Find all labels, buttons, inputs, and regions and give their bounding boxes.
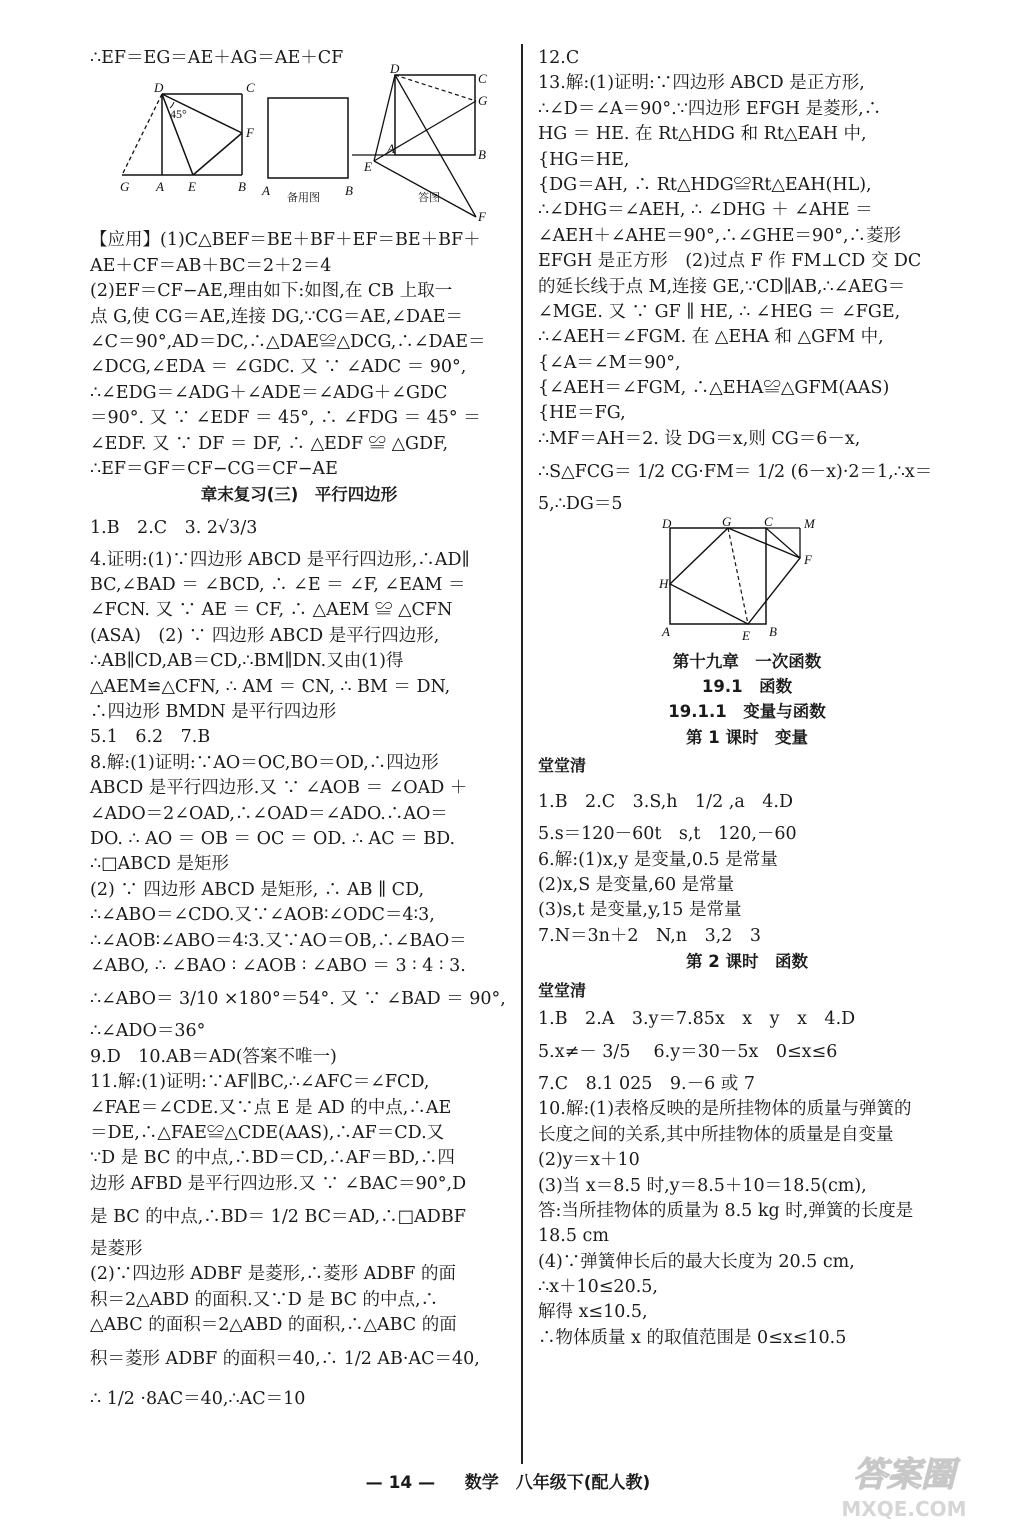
svg-text:F: F xyxy=(478,209,486,225)
text-line: ∴AB∥CD,AB＝CD,∴BM∥DN.又由(1)得 xyxy=(90,651,404,672)
svg-text:A: A xyxy=(156,179,164,195)
text-line: ABCD 是平行四边形.又 ∵ ∠AOB ＝ ∠OAD ＋ xyxy=(90,778,468,799)
text-line: 5.1 6.2 7.B xyxy=(90,727,211,748)
section-heading: 19.1 函数 xyxy=(701,677,793,697)
text-line: DO. ∴ AO ＝ OB ＝ OC ＝ OD. ∴ AC ＝ BD. xyxy=(90,828,456,849)
svg-text:D: D xyxy=(154,80,164,96)
text-line: {DG＝AH, ∴ Rt△HDG≌Rt△EAH(HL), xyxy=(538,174,872,195)
svg-text:答图: 答图 xyxy=(418,191,440,205)
text-line: ∴∠ADO＝36° xyxy=(90,1021,206,1042)
svg-text:G: G xyxy=(120,179,130,195)
svg-text:C: C xyxy=(764,513,773,529)
text-line: 边形 AFBD 是平行四边形.又 ∵ ∠BAC＝90°,D xyxy=(90,1173,467,1194)
text-line: (3)s,t 是变量,y,15 是常量 xyxy=(538,900,742,921)
text-line: 18.5 cm xyxy=(538,1226,609,1247)
text-line: ∴∠AEH＝∠FGM. 在 △EHA 和 △GFM 中, xyxy=(538,327,884,348)
text-line: ∠AEH＋∠AHE＝90°,∴∠GHE＝90°,∴菱形 xyxy=(538,225,902,246)
svg-text:G: G xyxy=(478,93,488,109)
text-line: AE＋CF＝AB＋BC＝2＋2＝4 xyxy=(90,255,332,276)
svg-text:F: F xyxy=(804,551,812,567)
lesson-heading: 第 2 课时 函数 xyxy=(686,952,808,972)
svg-text:M: M xyxy=(804,515,815,531)
column-divider xyxy=(521,44,523,1464)
text-line: ∴物体质量 x 的取值范围是 0≤x≤10.5 xyxy=(538,1327,847,1348)
text-line: (2)∵四边形 ADBF 是菱形,∴菱形 ADBF 的面 xyxy=(90,1264,456,1285)
text-line: △AEM≌△CFN, ∴ AM ＝ CN, ∴ BM ＝ DN, xyxy=(90,676,451,697)
page-number: — 14 — xyxy=(365,1473,436,1493)
text-line: 10.解:(1)表格反映的是所挂物体的质量与弹簧的 xyxy=(538,1099,912,1120)
svg-text:E: E xyxy=(364,159,372,175)
svg-text:G: G xyxy=(722,513,732,529)
svg-text:备用图: 备用图 xyxy=(287,191,320,205)
text-line: 12.C xyxy=(538,48,580,68)
square-figure-main xyxy=(120,80,255,194)
subsection-heading: 19.1.1 变量与函数 xyxy=(668,702,826,722)
text-line: (2)x,S 是变量,60 是常量 xyxy=(538,874,735,895)
text-line: {∠A＝∠M＝90°, xyxy=(538,352,681,373)
text-line: ∵D 是 BC 的中点,∴BD＝CD,∴AF＝BD,∴四 xyxy=(90,1148,455,1169)
svg-text:B: B xyxy=(345,183,353,199)
text-line: ＝90°. 又 ∵ ∠EDF ＝ 45°, ∴ ∠FDG ＝ 45° ＝ xyxy=(90,408,481,429)
svg-text:E: E xyxy=(742,627,750,643)
text-line: ∠C＝90°,AD＝DC,∴△DAE≌△DCG,∴∠DAE＝ xyxy=(90,331,486,352)
text-line: ∴S△FCG＝ 1/2 CG·FM＝ 1/2 (6－x)·2＝1,∴x＝ xyxy=(538,462,933,483)
svg-text:H: H xyxy=(659,575,669,591)
geometry-figure-2 xyxy=(538,513,956,644)
text-line: ∴EF＝GF＝CF−CG＝CF−AE xyxy=(90,458,338,479)
text-line: ∠FCN. 又 ∵ AE ＝ CF, ∴ △AEM ≌ △CFN xyxy=(90,600,453,621)
text-line: 4.证明:(1)∵四边形 ABCD 是平行四边形,∴AD∥ xyxy=(90,549,470,570)
svg-text:A: A xyxy=(262,183,270,199)
text-line: (ASA) (2) ∵ 四边形 ABCD 是平行四边形, xyxy=(90,625,440,646)
text-line: 答:当所挂物体的质量为 8.5 kg 时,弹簧的长度是 xyxy=(538,1200,914,1221)
svg-text:E: E xyxy=(188,179,196,195)
text-line: HG ＝ HE. 在 Rt△HDG 和 Rt△EAH 中, xyxy=(538,124,867,145)
section-heading: 章末复习(三) 平行四边形 xyxy=(200,485,398,505)
text-line: ∠DCG,∠EDA ＝ ∠GDC. 又 ∵ ∠ADC ＝ 90°, xyxy=(90,357,467,378)
text-line: 积＝2△ABD 的面积.又∵D 是 BC 的中点,∴ xyxy=(90,1289,439,1310)
svg-text:A: A xyxy=(662,623,670,639)
practice-label: 堂堂清 xyxy=(538,980,587,1000)
text-line: ∠MGE. 又 ∵ GF ∥ HE, ∴ ∠HEG ＝ ∠FGE, xyxy=(538,301,901,322)
text-line: (3)当 x＝8.5 时,y＝8.5＋10＝18.5(cm), xyxy=(538,1175,867,1196)
text-line: 【应用】(1)C△BEF＝BE＋BF＋EF＝BE＋BF＋ xyxy=(90,230,481,251)
left-column xyxy=(90,46,508,1419)
svg-text:A: A xyxy=(387,141,395,157)
text-line: ∴∠ABO＝∠CDO.又∵∠AOB∶∠ODC＝4∶3, xyxy=(90,905,435,926)
text-line: 是菱形 xyxy=(90,1239,143,1260)
text-line: {HG＝HE, xyxy=(538,149,630,170)
text-line: ∴∠ABO＝ 3/10 ×180°＝54°. 又 ∵ ∠BAD ＝ 90°, xyxy=(90,989,506,1010)
chapter-heading: 第十九章 一次函数 xyxy=(672,651,822,671)
text-line: 积＝菱形 ADBF 的面积＝40,∴ 1/2 AB·AC＝40, xyxy=(90,1348,480,1369)
text-line: (4)∵弹簧伸长后的最大长度为 20.5 cm, xyxy=(538,1251,855,1272)
text-line: 长度之间的关系,其中所挂物体的质量是自变量 xyxy=(538,1124,894,1145)
text-line: 13.解:(1)证明:∵四边形 ABCD 是正方形, xyxy=(538,73,865,94)
text-line: 5.x≠－ 3/5 6.y＝30－5x 0≤x≤6 xyxy=(538,1041,838,1062)
text-line: 1.B 2.A 3.y＝7.85x x y x 4.D xyxy=(538,1008,856,1029)
book-title: 数学 八年级下(配人教) xyxy=(464,1473,651,1493)
svg-text:B: B xyxy=(238,179,246,195)
text-line: 7.C 8.1 025 9.－6 或 7 xyxy=(538,1073,755,1094)
text-line: ∴∠D＝∠A＝90°.∵四边形 EFGH 是菱形,∴ xyxy=(538,98,882,119)
text-line: ∴x＋10≤20.5, xyxy=(538,1277,658,1298)
text-line: 解得 x≤10.5, xyxy=(538,1302,648,1323)
text-line: ∴MF＝AH＝2. 设 DG＝x,则 CG＝6－x, xyxy=(538,428,861,449)
text-line: {∠AEH＝∠FGM, ∴△EHA≌△GFM(AAS) xyxy=(538,378,890,399)
square-figure-spare xyxy=(261,98,353,204)
text-line: 的延长线于点 M,连接 GE,∵CD∥AB,∴∠AEG＝ xyxy=(538,276,906,297)
svg-text:D: D xyxy=(662,515,672,531)
text-line: ∠ADO＝2∠OAD,∴∠OAD＝∠ADO.∴AO＝ xyxy=(90,803,448,824)
text-line: {HE＝FG, xyxy=(538,403,626,424)
text-line: 是 BC 的中点,∴BD＝ 1/2 BC＝AD,∴□ADBF xyxy=(90,1207,466,1228)
text-line: ∴四边形 BMDN 是平行四边形 xyxy=(90,702,337,723)
text-line: (2) ∵ 四边形 ABCD 是矩形, ∴ AB ∥ CD, xyxy=(90,879,425,900)
text-line: BC,∠BAD ＝ ∠BCD, ∴ ∠E ＝ ∠F, ∠EAM ＝ xyxy=(90,575,466,596)
svg-text:F: F xyxy=(246,125,254,141)
lesson-heading: 第 1 课时 变量 xyxy=(686,727,808,747)
text-line: 5.s＝120－60t s,t 120,－60 xyxy=(538,824,797,845)
watermark-logo xyxy=(814,1444,994,1524)
text-line: ∠ABO, ∴ ∠BAO ∶ ∠AOB ∶ ∠ABO ＝ 3 ∶ 4 ∶ 3. xyxy=(90,955,466,976)
svg-text:C: C xyxy=(478,71,487,87)
text-line: ∴∠AOB∶∠ABO＝4∶3.又∵AO＝OB,∴∠BAO＝ xyxy=(90,930,467,951)
square-figure-answer xyxy=(352,61,488,224)
text-line: ∴∠EDG＝∠ADG＋∠ADE＝∠ADG＋∠GDC xyxy=(90,382,448,403)
text-line: ∴EF＝EG＝AE＋AG＝AE＋CF xyxy=(90,48,344,68)
text-line: 9.D 10.AB＝AD(答案不唯一) xyxy=(90,1046,337,1067)
text-line: ∠FAE＝∠CDE.又∵点 E 是 AD 的中点,∴AE xyxy=(90,1097,452,1118)
geometry-figure-1 xyxy=(90,61,508,225)
text-line: (2)EF＝CF−AE,理由如下:如图,在 CB 上取一 xyxy=(90,281,453,302)
svg-text:D: D xyxy=(390,61,400,77)
text-line: 6.解:(1)x,y 是变量,0.5 是常量 xyxy=(538,849,778,870)
text-line: (2)y＝x＋10 xyxy=(538,1150,640,1171)
text-line: 7.N＝3n＋2 N,n 3,2 3 xyxy=(538,925,762,946)
text-line: 1.B 2.C 3. 2√3/3 xyxy=(90,517,258,538)
text-line: ∠EDF. 又 ∵ DF ＝ DF, ∴ △EDF ≌ △GDF, xyxy=(90,433,449,454)
text-line: ∴ 1/2 ·8AC＝40,∴AC＝10 xyxy=(90,1388,306,1409)
text-line: 1.B 2.C 3.S,h 1/2 ,a 4.D xyxy=(538,792,793,813)
svg-text:MXQE.COM: MXQE.COM xyxy=(841,1497,967,1521)
text-line: EFGH 是正方形 (2)过点 F 作 FM⊥CD 交 DC xyxy=(538,251,922,272)
svg-text:C: C xyxy=(246,80,255,96)
text-line: ∴□ABCD 是矩形 xyxy=(90,854,229,875)
text-line: △ABC 的面积＝2△ABD 的面积,∴△ABC 的面 xyxy=(90,1315,457,1336)
text-line: 11.解:(1)证明:∵AF∥BC,∴∠AFC＝∠FCD, xyxy=(90,1072,430,1093)
svg-text:45°: 45° xyxy=(170,107,187,122)
text-line: 8.解:(1)证明:∵AO＝OC,BO＝OD,∴四边形 xyxy=(90,752,439,773)
practice-label: 堂堂清 xyxy=(538,756,587,776)
text-line: ＝DE,∴△FAE≌△CDE(AAS),∴AF＝CD.又 xyxy=(90,1122,445,1143)
svg-text:B: B xyxy=(478,147,486,163)
text-line: 5,∴DG＝5 xyxy=(538,494,623,515)
svg-text:B: B xyxy=(769,623,777,639)
svg-text:答案圈: 答案圈 xyxy=(853,1455,955,1495)
right-column xyxy=(538,46,956,1351)
text-line: 点 G,使 CG＝AE,连接 DG,∵CG＝AE,∠DAE＝ xyxy=(90,306,463,327)
text-line: ∴∠DHG＝∠AEH, ∴ ∠DHG ＋ ∠AHE ＝ xyxy=(538,200,873,221)
